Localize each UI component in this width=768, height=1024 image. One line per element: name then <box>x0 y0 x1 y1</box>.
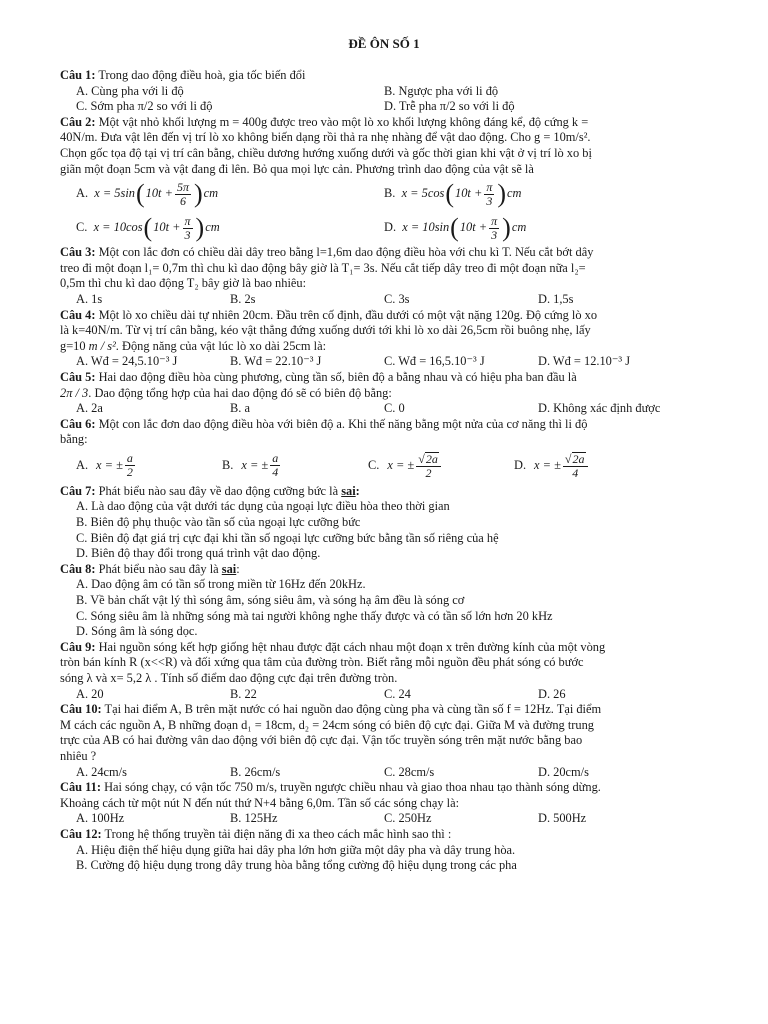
question-4 <box>60 308 748 324</box>
option-c: C. x = 10cos ( 10t + $\frac{\pi}{3}$ ) cm <box>76 213 220 243</box>
option-b: B. x = ± $\frac{a}{4}$ <box>222 451 279 480</box>
page-title: ĐỀ ÔN SỐ 1 <box>348 36 420 51</box>
question-number: Câu 4: <box>60 307 96 322</box>
option-b: B. Ngược pha với li độ <box>384 83 499 98</box>
question-text-line: sóng λ và x= 5,2 λ . Tính số điểm dao động cực đại trên đường tròn. <box>60 671 398 685</box>
option-d: D. Wđ = 12.10⁻³ J <box>538 354 631 369</box>
option-a: A. Hiệu điện thế hiệu dụng giữa hai dây pha lớn hơn giữa một dây pha và dây trung hòa. <box>76 842 516 857</box>
question-number: Câu 9: <box>60 639 96 654</box>
option-d: D. x = ± √ 2a 4 <box>514 452 660 480</box>
option-b: B. Biên độ phụ thuộc vào tần số của ngoại lực cưỡng bức <box>76 515 361 530</box>
question-number: Câu 12: <box>60 826 102 841</box>
fraction: $\frac{a}{4}$ <box>272 451 279 480</box>
option-d: D. 1,5s <box>538 291 574 306</box>
option-a: A. 2a <box>76 401 103 416</box>
option-c: C. 0 <box>384 401 405 416</box>
question-text: Một con lắc đơn dao động điều hòa với biên độ a. Khi thế năng bằng một nửa của cơ năng thì li độ <box>95 416 588 431</box>
fraction: $\frac{\pi}{3}$ <box>491 213 498 242</box>
question-text-line: 2π / 3. Dao động tổng hợp của hai dao động đó sẽ có biên độ bằng: <box>60 385 392 400</box>
option-b: B. 26cm/s <box>230 764 281 779</box>
option-a: A. Là dao động của vật dưới tác dụng của ngoại lực điều hòa theo thời gian <box>76 499 450 514</box>
question-text-line: 40N/m. Đưa vật lên đến vị trí lò xo không biến dạng rồi thả ra nhẹ nhàng để vật dao động. Cho g = 10m/s². <box>60 130 591 145</box>
option-d: D. Không xác định được <box>538 401 661 416</box>
options-row <box>60 687 748 703</box>
question-text-line: treo đi một đoạn l₁= 0,7m thì chu kì dao động bây giờ là T₁= 3s. Nếu cắt tiếp dây treo đi một đoạn nữa l₂= <box>60 260 586 275</box>
fraction: $\frac{\pi}{3}$ <box>184 213 191 242</box>
option-b: B. 2s <box>230 291 256 306</box>
fraction: √ 2a 2 <box>416 452 441 480</box>
option-a: A. x = 5sin ( 10t + $\frac{5\pi}{6}$ ) cm <box>76 179 219 209</box>
fraction: $\frac{a}{2}$ <box>126 451 133 480</box>
sqrt-icon: √ <box>564 451 572 466</box>
question-text: Tại hai điểm A, B trên mặt nước có hai nguồn dao động cùng pha và cùng tần số f = 12Hz. Tại điểm <box>101 702 602 717</box>
options-row <box>60 84 748 100</box>
option-d: D. x = 10sin ( 10t + $\frac{\pi}{3}$ ) cm <box>384 213 527 243</box>
option-d: D. Trễ pha π/2 so với li độ <box>384 99 515 114</box>
question-8: Câu 8: Phát biểu nào sau đây là sai: <box>60 561 240 576</box>
question-text-line: tròn bán kính R (x<<R) và đối xứng qua tâm của đường tròn. Biết rằng mỗi nguồn đều phát sóng có bước <box>60 655 584 670</box>
options-row <box>60 177 748 211</box>
question-1 <box>60 68 748 84</box>
fraction: $\frac{5\pi}{6}$ <box>176 179 189 208</box>
option-d: D. Sóng âm là sóng dọc. <box>76 624 198 639</box>
options-row <box>60 354 748 370</box>
sqrt-icon: √ <box>418 451 425 466</box>
options-row <box>60 211 748 245</box>
option-d: D. Biên độ thay đổi trong quá trình vật dao động. <box>76 546 321 561</box>
question-text-line: 0,5m thì chu kì dao động T₂ bây giờ là bao nhiêu: <box>60 276 307 291</box>
option-c: C. 24 <box>384 686 411 701</box>
option-d: D. 26 <box>538 686 566 701</box>
question-text: Hai sóng chạy, có vận tốc 750 m/s, truyền ngược chiều nhau và giao thoa nhau tạo thành sóng dừng. <box>100 780 601 795</box>
question-text: Một con lắc đơn có chiều dài dây treo bằng l=1,6m dao động điều hòa với chu kì T. Nếu cắt bớt dây <box>95 245 594 260</box>
option-c: C. Biên độ đạt giá trị cực đại khi tần số ngoại lực cưỡng bức bằng tần số riêng của hệ <box>76 530 499 545</box>
question-2 <box>60 115 748 131</box>
fraction: √ 2a 4 <box>563 452 588 480</box>
question-number: Câu 8: <box>60 561 96 576</box>
question-5 <box>60 370 748 386</box>
question-12 <box>60 827 748 843</box>
option-a: A. Wđ = 24,5.10⁻³ J <box>76 354 178 369</box>
keyword: sai <box>221 561 237 576</box>
question-text: Một vật nhỏ khối lượng m = 400g được treo vào một lò xo khối lượng không đáng kể, độ cứng k = <box>95 114 589 129</box>
options-row <box>60 99 748 115</box>
option-b: B. x = 5cos ( 10t + $\frac{\pi}{3}$ ) cm <box>384 179 522 209</box>
option-d: D. 500Hz <box>538 811 587 826</box>
question-text: Phát biểu nào sau đây về dao động cưỡng bức là <box>95 483 342 498</box>
option-d: D. 20cm/s <box>538 764 589 779</box>
question-text-line: g=10 m / s². Động năng của vật lúc lò xo dài 25cm là: <box>60 338 327 353</box>
question-text-line: là k=40N/m. Từ vị trí cân bằng, kéo vật thẳng đứng xuống dưới tới khi lò xo dài 26,5cm rồi buông nhẹ, lấy <box>60 323 591 338</box>
option-c: C. Wđ = 16,5.10⁻³ J <box>384 354 485 369</box>
question-number: Câu 5: <box>60 369 96 384</box>
option-a: A. 1s <box>76 291 103 306</box>
options-row <box>60 292 748 308</box>
question-number: Câu 7: <box>60 483 96 498</box>
question-text-line: bằng: <box>60 432 88 447</box>
option-b: B. Về bản chất vật lý thì sóng âm, sóng siêu âm, và sóng hạ âm đều là sóng cơ <box>76 593 465 608</box>
option-a: A. 20 <box>76 686 104 701</box>
question-number: Câu 10: <box>60 702 102 717</box>
question-11 <box>60 780 748 796</box>
question-text: Hai nguồn sóng kết hợp giống hệt nhau được đặt cách nhau một đoạn x trên đường kính của một vòng <box>95 639 606 654</box>
question-7: Câu 7: Phát biểu nào sau đây về dao động cưỡng bức là sai: <box>60 483 360 498</box>
question-text-line: giãn một đoạn 5cm và vật đang đi lên. Bỏ qua mọi lực cản. Phương trình dao động của vật sẽ là <box>60 161 534 176</box>
option-c: C. 250Hz <box>384 811 432 826</box>
question-text-line: M cách các nguồn A, B những đoạn d₁ = 18cm, d₂ = 24cm sóng có biên độ cực đại. Giữa M và đường trung <box>60 717 595 732</box>
keyword: sai <box>341 483 356 498</box>
question-text: Phát biểu nào sau đây là <box>95 561 222 576</box>
question-text-line: trực của AB có hai đường vân dao động với biên độ cực đại. Vận tốc truyền sóng trên mặt nước bằng bao <box>60 733 583 748</box>
question-6 <box>60 417 748 433</box>
option-c: C. Sóng siêu âm là những sóng mà tai người không nghe thấy được và có tần số lớn hơn 20 kHz <box>76 608 553 623</box>
question-number: Câu 11: <box>60 780 101 795</box>
options-row <box>60 765 748 781</box>
question-10 <box>60 702 748 718</box>
question-text-line: nhiêu ? <box>60 748 97 763</box>
option-a: A. Cùng pha với li độ <box>76 83 184 98</box>
question-text-line: Chọn gốc tọa độ tại vị trí cân bằng, chiều dương hướng xuống dưới và gốc thời gian khi vật ở vị trí lò xo bị <box>60 145 592 160</box>
question-number: Câu 1: <box>60 68 96 82</box>
option-b: B. Cường độ hiệu dụng trong dây trung hòa bằng tổng cường độ hiệu dụng trong các pha <box>76 858 517 873</box>
option-b: B. a <box>230 401 250 416</box>
question-3 <box>60 245 748 261</box>
question-text: Một lò xo chiều dài tự nhiên 20cm. Đầu trên cố định, đầu dưới có một vật nặng 120g. Độ cứng lò xo <box>95 307 598 322</box>
question-text: Trong dao động điều hoà, gia tốc biến đổi <box>95 68 306 82</box>
options-row <box>60 401 748 417</box>
option-c: C. Sớm pha π/2 so với li độ <box>76 99 213 114</box>
option-a: A. Dao động âm có tần số trong miền từ 16Hz đến 20kHz. <box>76 577 366 592</box>
question-number: Câu 2: <box>60 114 96 129</box>
question-number: Câu 6: <box>60 416 96 431</box>
option-a: A. 24cm/s <box>76 764 127 779</box>
option-c: C. 3s <box>384 291 410 306</box>
question-list <box>60 68 748 874</box>
option-b: B. 125Hz <box>230 811 278 826</box>
question-text: Trong hệ thống truyền tải điện năng đi xa theo cách mắc hình sao thì : <box>101 826 452 841</box>
option-b: B. 22 <box>230 686 257 701</box>
options-row <box>60 448 748 484</box>
option-c: C. 28cm/s <box>384 764 435 779</box>
question-text-line: Khoảng cách từ một nút N đến nút thứ N+4 bằng 6,0m. Tần số các sóng chạy là: <box>60 795 460 810</box>
fraction: $\frac{\pi}{3}$ <box>486 179 493 208</box>
question-number: Câu 3: <box>60 245 96 260</box>
options-row <box>60 811 748 827</box>
option-b: B. Wđ = 22.10⁻³ J <box>230 354 322 369</box>
question-text: Hai dao động điều hòa cùng phương, cùng tần số, biên độ a bằng nhau và có hiệu pha ban đầu là <box>95 369 577 384</box>
option-a: A. 100Hz <box>76 811 125 826</box>
option-a: A. x = ± $\frac{a}{2}$ <box>76 451 133 480</box>
option-c: C. x = ± √ 2a 2 <box>368 452 514 480</box>
question-9 <box>60 640 748 656</box>
